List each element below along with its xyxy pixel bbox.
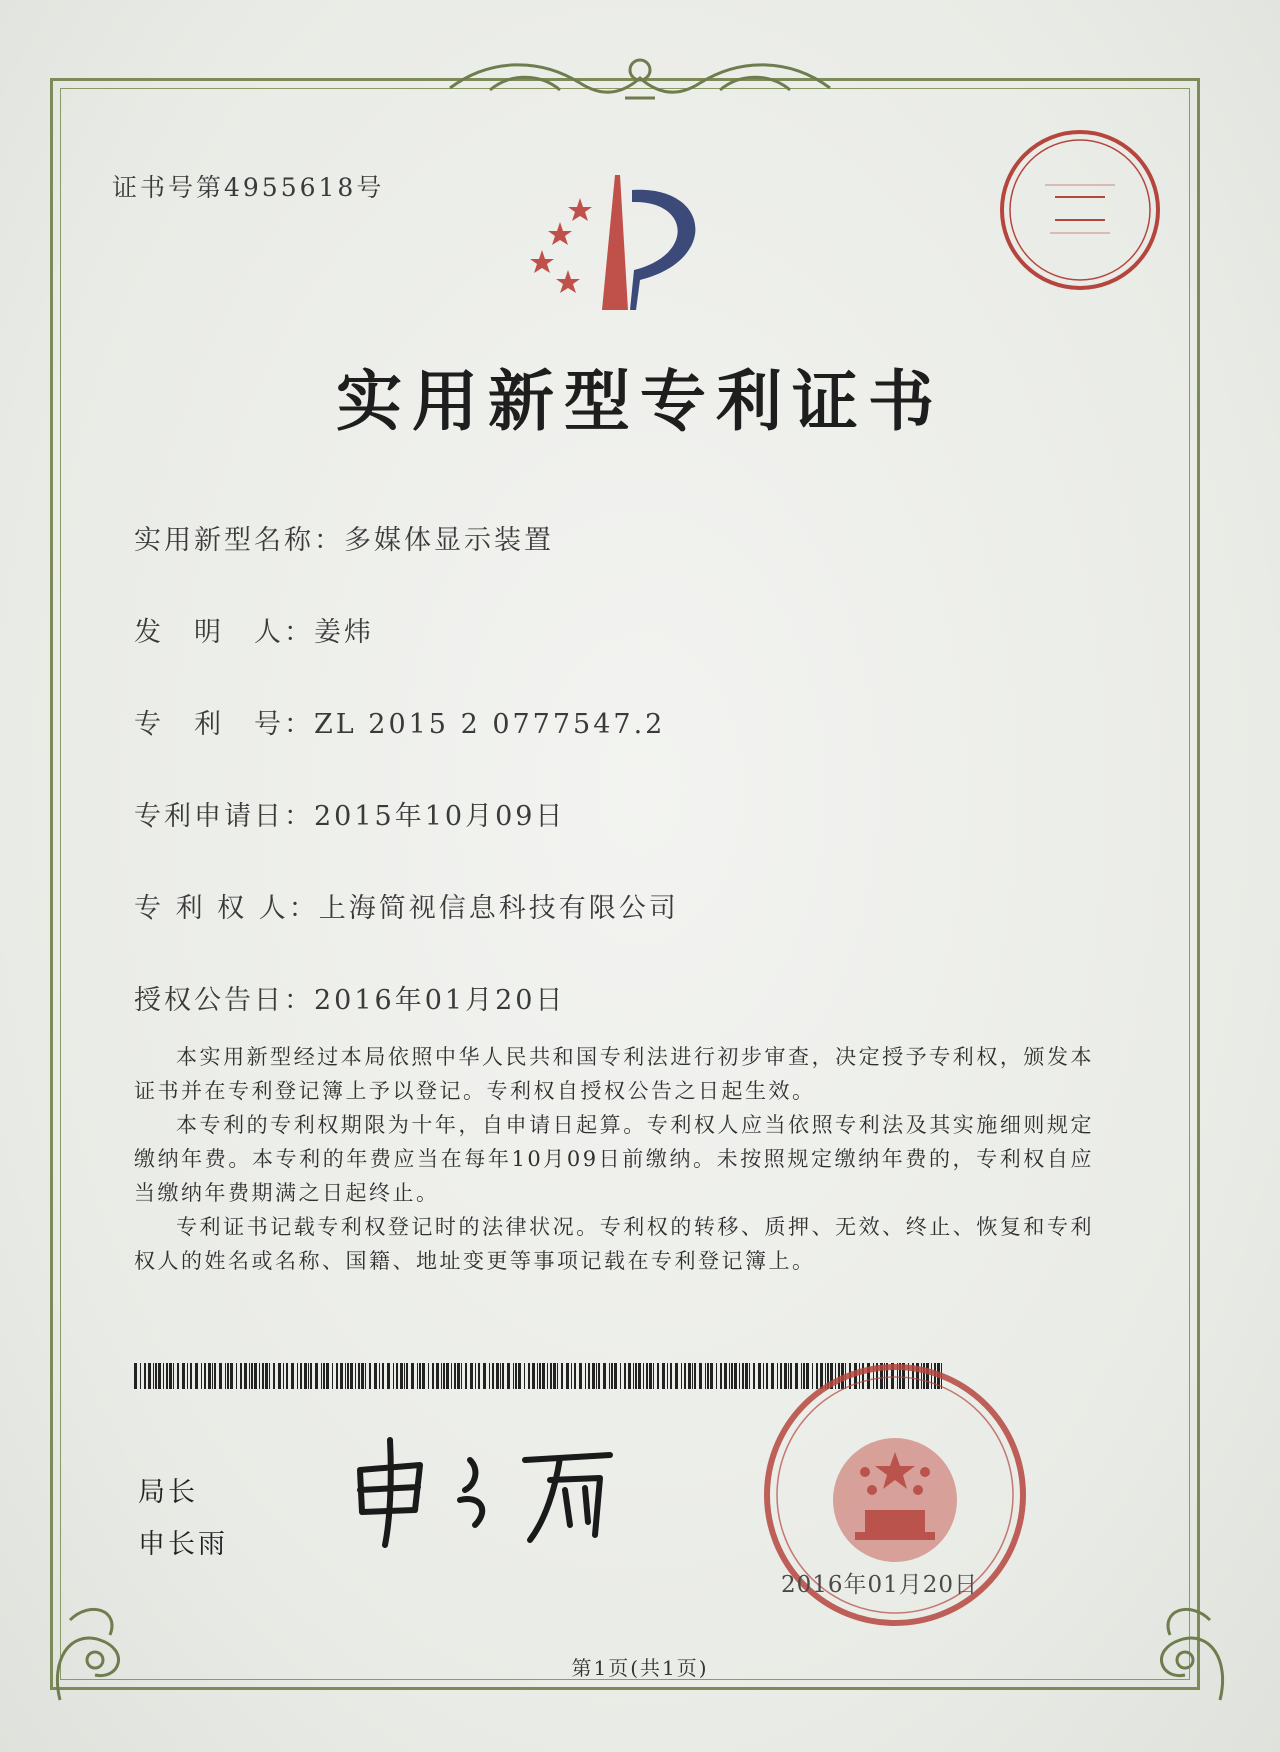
director-signature-icon [350, 1430, 670, 1550]
body-paragraph-3: 专利证书记载专利权登记时的法律状况。专利权的转移、质押、无效、终止、恢复和专利权人的姓名或名称、国籍、地址变更等事项记载在专利登记簿上。 [134, 1215, 1094, 1273]
inventor-label: 发 明 人： [134, 617, 314, 648]
patent-number-value: ZL 2015 2 0777547.2 [314, 709, 666, 740]
top-ornament-icon [430, 48, 850, 108]
patent-holder-value: 上海简视信息科技有限公司 [318, 893, 679, 924]
director-name: 申长雨 [138, 1529, 228, 1560]
grant-date-field [134, 978, 565, 1017]
patent-office-emblem-icon [520, 170, 740, 330]
patent-number-field [134, 702, 665, 741]
grant-date-value: 2016年01月20日 [314, 985, 566, 1016]
utility-model-name-field [134, 518, 554, 557]
inventor-field [134, 610, 374, 649]
utility-model-name-label: 实用新型名称： [134, 525, 344, 556]
bottom-right-ornament-icon [1120, 1560, 1240, 1710]
grant-date-label: 授权公告日： [134, 985, 314, 1016]
filing-date-field [134, 794, 565, 833]
page-number: 第1页(共1页) [571, 1656, 709, 1680]
patent-number-label: 专 利 号： [134, 709, 314, 740]
body-paragraph-1: 本实用新型经过本局依照中华人民共和国专利法进行初步审查，决定授予专利权，颁发本证书并在专利登记簿上予以登记。专利权自授权公告之日起生效。 [134, 1045, 1094, 1103]
certificate-number: 证书号第4955618号 [112, 173, 385, 202]
patent-holder-label: 专 利 权 人： [134, 893, 319, 924]
utility-model-name-value: 多媒体显示装置 [344, 525, 554, 556]
certificate-title: 实用新型专利证书 [336, 362, 944, 440]
tax-stamp-seal-icon [995, 125, 1165, 295]
filing-date-value: 2015年10月09日 [314, 801, 566, 832]
filing-date-label: 专利申请日： [134, 801, 314, 832]
seal-date: 2016年01月20日 [781, 1572, 979, 1598]
patent-holder-field [134, 886, 679, 925]
inventor-value: 姜炜 [314, 617, 374, 648]
body-paragraph-2: 本专利的专利权期限为十年，自申请日起算。专利权人应当依照专利法及其实施细则规定缴纳年费。本专利的年费应当在每年10月09日前缴纳。未按照规定缴纳年费的，专利权自应当缴纳年费期满之日起终止。 [134, 1113, 1094, 1205]
director-title: 局长 [138, 1477, 198, 1508]
body-text [134, 1040, 1094, 1278]
bottom-left-ornament-icon [40, 1560, 160, 1710]
